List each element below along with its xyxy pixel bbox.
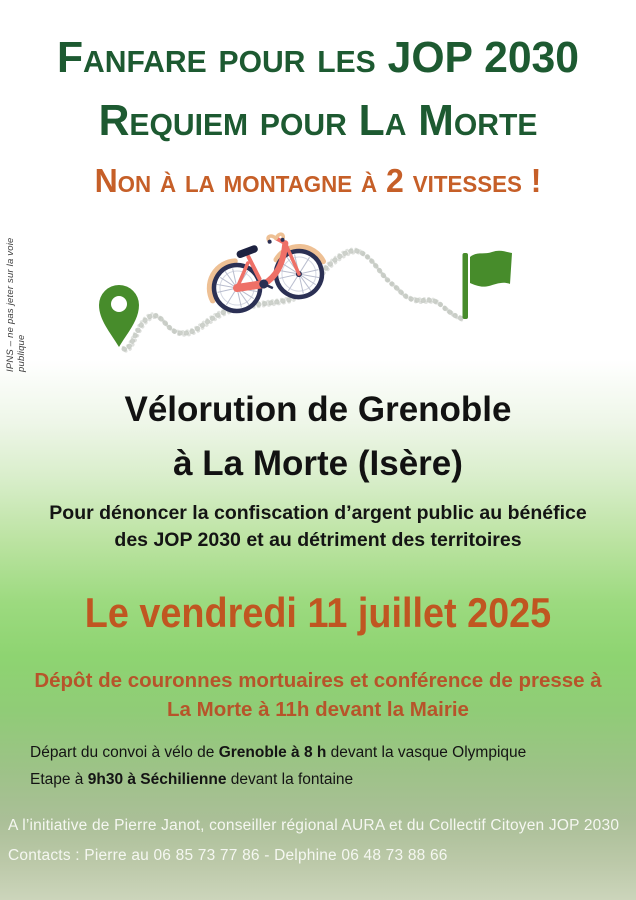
itinerary-line2-suffix: devant la fontaine bbox=[226, 771, 354, 788]
itinerary-line1-bold: Grenoble à 8 h bbox=[218, 744, 327, 761]
ceremony-line-2: La Morte à 11h devant la Mairie bbox=[167, 698, 469, 721]
ceremony-line-1: Dépôt de couronnes mortuaires et conférence de presse à bbox=[34, 669, 602, 692]
finish-flag-icon bbox=[463, 251, 513, 319]
event-title-line1: Vélorution de Grenoble bbox=[124, 390, 512, 429]
event-title-line2: à La Morte (Isère) bbox=[173, 444, 463, 483]
purpose-line-1: Pour dénoncer la confiscation d’argent public au bénéfice bbox=[49, 502, 587, 524]
purpose-text bbox=[0, 500, 636, 554]
itinerary-line2-prefix: Etape à bbox=[30, 771, 88, 788]
ceremony-text bbox=[0, 666, 636, 724]
poster-title-line2: Requiem pour La Morte bbox=[98, 96, 538, 145]
footer-contacts: Contacts : Pierre au 06 85 73 77 86 - Delphine 06 48 73 88 66 bbox=[8, 847, 448, 864]
route-illustration bbox=[0, 205, 636, 390]
itinerary-text bbox=[30, 739, 606, 793]
purpose-line-2: des JOP 2030 et au détriment des territoires bbox=[114, 529, 522, 551]
side-note: IPNS – ne pas jeter sur la voie publique bbox=[5, 237, 27, 372]
itinerary-line-1 bbox=[30, 739, 606, 766]
itinerary-line-2 bbox=[30, 766, 606, 793]
slogan: Non à la montagne à 2 vitesses ! bbox=[94, 162, 542, 199]
poster-title-line1: Fanfare pour les JOP 2030 bbox=[56, 33, 580, 82]
event-date: Le vendredi 11 juillet 2025 bbox=[84, 589, 552, 636]
itinerary-line1-suffix: devant la vasque Olympique bbox=[326, 744, 527, 761]
itinerary-line1-prefix: Départ du convoi à vélo de bbox=[30, 744, 219, 761]
route-illustration-svg bbox=[0, 205, 636, 390]
itinerary-line2-bold: 9h30 à Séchilienne bbox=[87, 771, 227, 788]
footer-initiative: A l’initiative de Pierre Janot, conseiller régional AURA et du Collectif Citoyen JOP 2030 bbox=[8, 817, 620, 834]
